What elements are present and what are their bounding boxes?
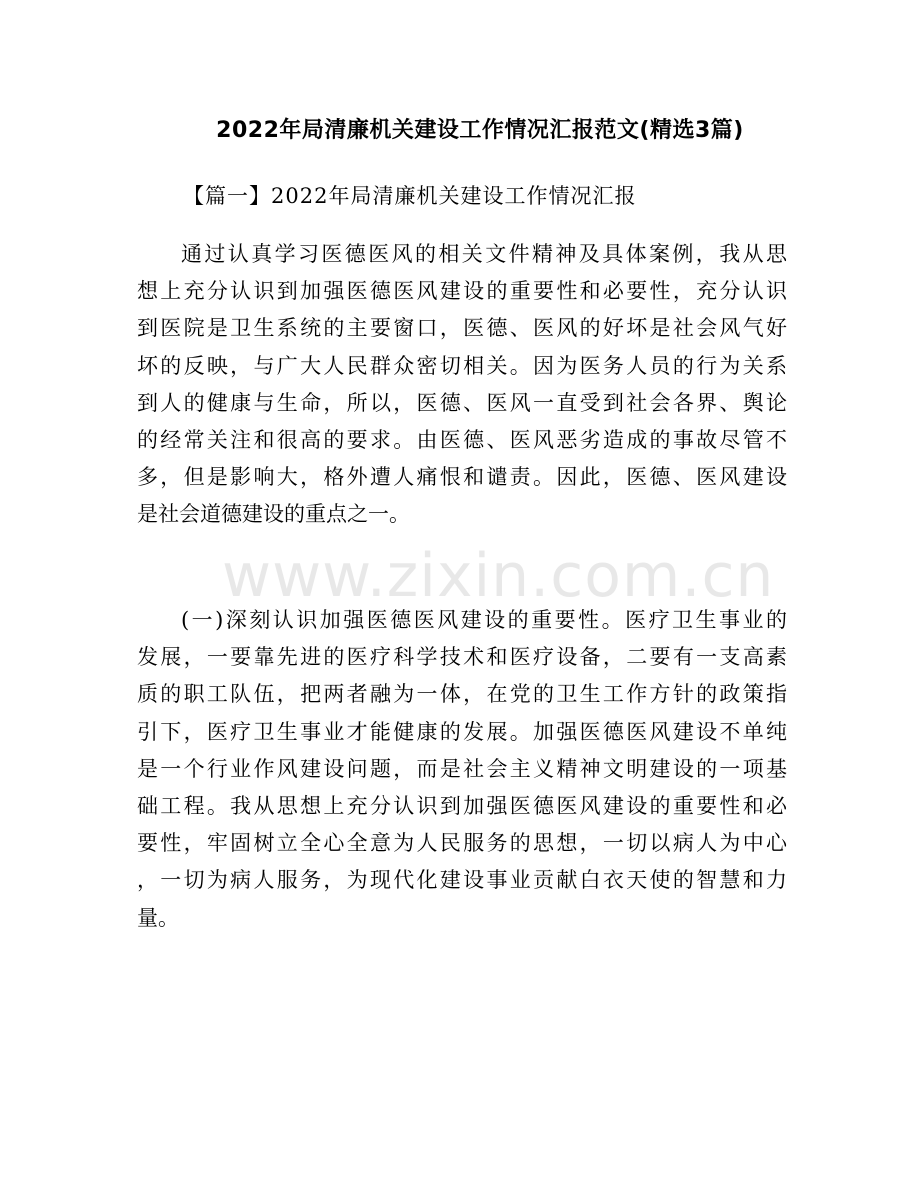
- paragraph-line: 想上充分认识到加强医德医风建设的重要性和必要性，充分认识: [137, 279, 787, 304]
- paragraph-line: 多，但是影响大，格外遭人痛恨和谴责。因此，医德、医风建设: [137, 465, 787, 490]
- paragraph-line: (一)深刻认识加强医德医风建设的重要性。医疗卫生事业的: [181, 608, 787, 632]
- paragraph-2: [137, 602, 787, 937]
- paragraph-line: 引下，医疗卫生事业才能健康的发展。加强医德医风建设不单纯: [137, 719, 787, 744]
- paragraph-line: 础工程。我从思想上充分认识到加强医德医风建设的重要性和必: [137, 793, 787, 818]
- paragraph-line: 量。: [137, 905, 179, 930]
- paragraph-line: 通过认真学习医德医风的相关文件精神及具体案例，我从思: [181, 242, 787, 266]
- paragraph-line: ，一切为病人服务，为现代化建设事业贡献白衣天使的智慧和力: [137, 868, 787, 893]
- paragraph-line: 质的职工队伍，把两者融为一体，在党的卫生工作方针的政策指: [137, 682, 787, 707]
- document-title: 2022年局清廉机关建设工作情况汇报范文(精选3篇): [216, 118, 744, 143]
- section-heading: 【篇一】2022年局清廉机关建设工作情况汇报: [183, 184, 637, 208]
- paragraph-line: 是社会道德建设的重点之一。: [137, 502, 410, 527]
- paragraph-line: 的经常关注和很高的要求。由医德、医风恶劣造成的事故尽管不: [137, 427, 787, 452]
- watermark: www.zixin.com.cn: [222, 541, 775, 611]
- paragraph-line: 要性，牢固树立全心全意为人民服务的思想，一切以病人为中心: [137, 831, 787, 856]
- paragraph-1: [137, 236, 787, 534]
- paragraph-line: 到医院是卫生系统的主要窗口，医德、医风的好坏是社会风气好: [137, 316, 787, 341]
- paragraph-line: 坏的反映，与广大人民群众密切相关。因为医务人员的行为关系: [137, 353, 787, 378]
- paragraph-line: 到人的健康与生命，所以，医德、医风一直受到社会各界、舆论: [137, 390, 787, 415]
- paragraph-line: 是一个行业作风建设问题，而是社会主义精神文明建设的一项基: [137, 756, 787, 781]
- paragraph-line: 发展，一要靠先进的医疗科学技术和医疗设备，二要有一支高素: [137, 645, 787, 670]
